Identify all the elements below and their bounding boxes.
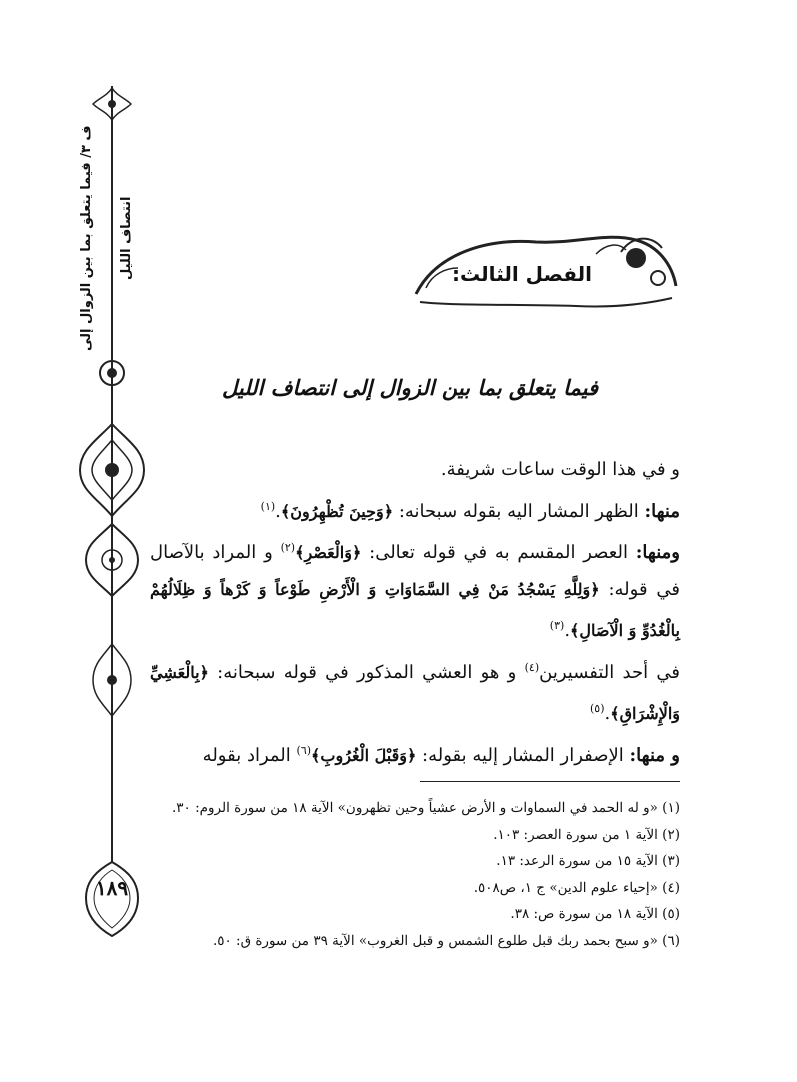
- footnote-2: (٢) الآية ١ من سورة العصر: ١٠٣.: [493, 826, 680, 843]
- paragraph-text: في أحد التفسيرين: [539, 661, 680, 683]
- paragraph-label: و منها:: [629, 744, 680, 766]
- footnote-4: (٤) «إحياء علوم الدين» ج ١، ص٥٠٨.: [473, 879, 680, 896]
- quran-quote: ﴿وَلِلَّهِ يَسْجُدُ مَنْ فِي السَّمَاوَاتِ وَ الْأَرْضِ طَوْعاً وَ كَرْهاً وَ ظِلَالُهُمْ بِالْغُدُوِّ وَ الْآصَالِ﴾: [150, 579, 680, 640]
- footnote-marker: (٤): [524, 660, 540, 674]
- page-number: ١٨٩: [95, 876, 129, 900]
- paragraph-text: و المراد بالآصال في قوله:: [150, 542, 680, 600]
- punctuation: .: [564, 620, 571, 641]
- paragraph-2: [150, 489, 680, 531]
- footnote-marker: (٢): [280, 541, 296, 554]
- lower-fleuron-icon: [87, 640, 137, 720]
- footnote-5: (٥) الآية ١٨ من سورة ص: ٣٨.: [510, 906, 680, 922]
- footnote-marker: (١): [260, 499, 276, 513]
- paragraph-text: العصر المقسم به في قوله تعالى:: [361, 542, 636, 563]
- section-subtitle: فيما يتعلق بما بين الزوال إلى انتصاف الليل: [221, 376, 599, 400]
- body-text: [150, 452, 680, 774]
- paragraph-4: [150, 650, 680, 733]
- chapter-title: الفصل الثالث:: [452, 262, 592, 286]
- footnote-separator: [420, 781, 680, 782]
- punctuation: .: [275, 500, 281, 522]
- paragraph-3: [150, 530, 680, 650]
- paragraph-text: الظهر المشار اليه بقوله سبحانه:: [393, 500, 645, 522]
- footnotes: [150, 795, 680, 954]
- paragraph-text: المراد بقوله: [202, 744, 297, 766]
- knot-ornament-icon: [87, 350, 137, 396]
- paragraph-1: و في هذا الوقت ساعات شريفة.: [440, 459, 680, 480]
- paragraph-label: ومنها:: [635, 542, 680, 563]
- paragraph-label: منها:: [644, 500, 680, 522]
- quran-quote: ﴿وَحِينَ تُظْهِرُونَ﴾: [280, 501, 394, 521]
- arabesque-ornament-icon: [72, 420, 152, 620]
- paragraph-text: الإصفرار المشار إليه بقوله:: [416, 744, 630, 766]
- quran-quote: ﴿وَقَبْلَ الْغُرُوبِ﴾: [311, 745, 417, 765]
- footnote-marker: (٣): [549, 619, 565, 632]
- footnote-3: (٣) الآية ١٥ من سورة الرعد: ١٣.: [496, 853, 680, 869]
- quran-quote: ﴿وَالْعَصْرِ﴾: [295, 543, 362, 562]
- footnote-6: (٦) «و سبح بحمد ربك قبل طلوع الشمس و قبل الغروب» الآية ٣٩ من سورة ق: ٥٠.: [212, 932, 680, 949]
- footnote-marker: (٦): [296, 743, 312, 757]
- paragraph-5: [150, 733, 680, 775]
- paragraph-text: و هو العشي المذكور في قوله سبحانه:: [208, 661, 525, 683]
- footnote-marker: (٥): [589, 702, 605, 715]
- running-head: ف ٣/ فيما يتعلق بما بين الزوال إلى انتصاف الليل: [79, 125, 134, 351]
- punctuation: .: [604, 703, 611, 724]
- quran-quote: ﴿بِالْعَشِيِّ وَالْإِشْرَاقِ﴾: [150, 662, 680, 723]
- footnote-1: (١) «و له الحمد في السماوات و الأرض عشياً وحين تظهرون» الآية ١٨ من سورة الروم: ٣٠.: [172, 800, 680, 816]
